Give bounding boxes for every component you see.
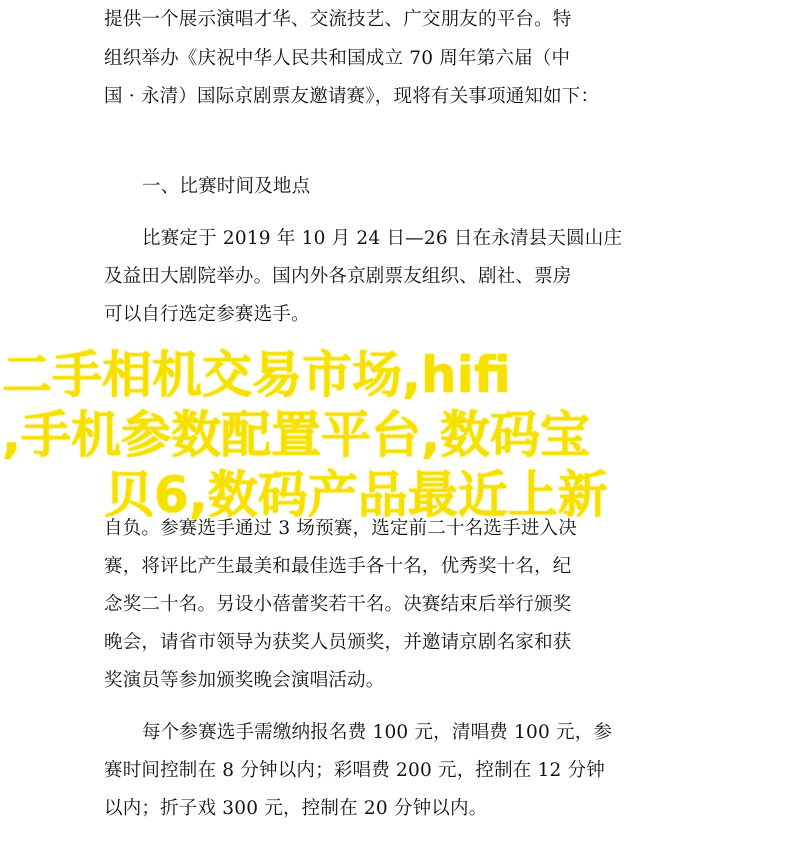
- doc-line: 及益田大剧院举办。国内外各京剧票友组织、剧社、票房: [104, 266, 572, 287]
- doc-line: 每个参赛选手需缴纳报名费 100 元，清唱费 100 元，参: [142, 722, 613, 743]
- doc-line: 赛时间控制在 8 分钟以内；彩唱费 200 元，控制在 12 分钟: [104, 760, 606, 781]
- section-heading: 一、比赛时间及地点: [142, 176, 311, 197]
- doc-line: 赛，将评比产生最美和最佳选手各十名，优秀奖十名，纪: [104, 556, 572, 577]
- doc-line: 以内；折子戏 300 元，控制在 20 分钟以内。: [104, 798, 488, 819]
- overlay-line-2: ,手机参数配置平台,数码宝: [2, 406, 590, 464]
- doc-line: 组织举办《庆祝中华人民共和国成立 70 周年第六届（中: [104, 48, 571, 69]
- doc-line: 比赛定于 2019 年 10 月 24 日—26 日在永清县天圆山庄: [142, 228, 623, 249]
- doc-line: 国 · 永清）国际京剧票友邀请赛》，现将有关事项通知如下：: [104, 86, 600, 107]
- doc-line: 可以自行选定参赛选手。: [104, 304, 310, 325]
- overlay-line-3: 贝6,数码产品最近上新: [104, 466, 608, 524]
- doc-line: 念奖二十名。另设小蓓蕾奖若干名。决赛结束后举行颁奖: [104, 594, 572, 615]
- overlay-line-1: 二手相机交易市场,hifi: [2, 346, 511, 404]
- doc-line: 自负。参赛选手通过 3 场预赛，选定前二十名选手进入决: [104, 518, 577, 539]
- doc-line: 提供一个展示演唱才华、交流技艺、广交朋友的平台。特: [104, 9, 572, 30]
- doc-line: 晚会，请省市领导为获奖人员颁奖，并邀请京剧名家和获: [104, 632, 572, 653]
- doc-line: 奖演员等参加颁奖晚会演唱活动。: [104, 670, 385, 691]
